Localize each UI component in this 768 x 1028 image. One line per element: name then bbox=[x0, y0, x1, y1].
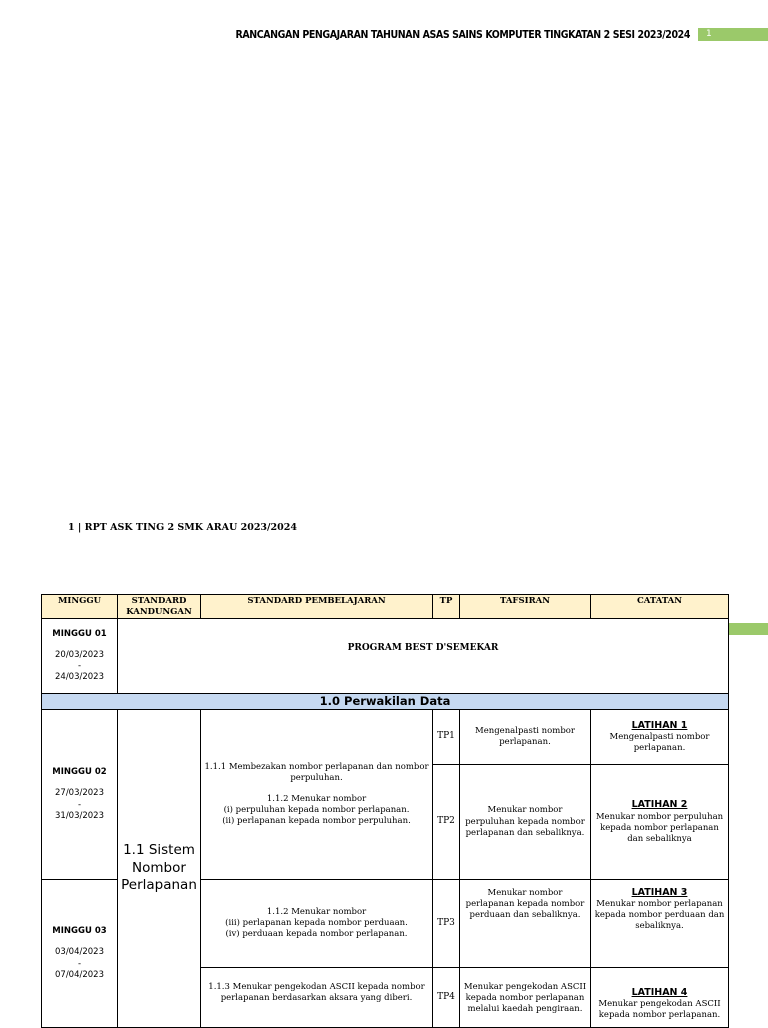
latihan-1-title: LATIHAN 1 bbox=[631, 719, 688, 731]
latihan-3-title: LATIHAN 3 bbox=[631, 887, 688, 899]
sp-1-1-2-iv: (iv) perduaan kepada nombor perlapanan. bbox=[225, 929, 408, 940]
header-page-number: 1 bbox=[698, 28, 768, 41]
week-3-date-separator: - bbox=[77, 958, 82, 969]
col-header-catatan: CATATAN bbox=[591, 595, 729, 619]
table-row-week-1 bbox=[42, 619, 729, 694]
sp-1-1-1: 1.1.1 Membezakan nombor perlapanan dan nombor perpuluhan. bbox=[204, 762, 429, 784]
tafsiran-tp4: Menukar pengekodan ASCII kepada nombor perlapanan melalui kaedah pengiraan. bbox=[460, 968, 591, 1028]
week-2-standard-pembelajaran bbox=[201, 710, 433, 880]
table-header-row bbox=[42, 595, 729, 619]
week-3-cell bbox=[42, 880, 118, 1028]
table-row-tp1 bbox=[42, 710, 729, 765]
latihan-3-text: Menukar nombor perlapanan kepada nombor perduaan dan sebaliknya. bbox=[594, 899, 725, 932]
tafsiran-tp2: Menukar nombor perpuluhan kepada nombor perlapanan dan sebaliknya. bbox=[460, 765, 591, 880]
catatan-tp2 bbox=[591, 765, 729, 880]
week-1-date-separator: - bbox=[77, 661, 82, 672]
catatan-tp3 bbox=[591, 880, 729, 968]
week-2-cell bbox=[42, 710, 118, 880]
col-header-standard-kandungan: STANDARD KANDUNGAN bbox=[118, 595, 201, 619]
sp-1-1-3: 1.1.3 Menukar pengekodan ASCII kepada nombor perlapanan berdasarkan aksara yang diberi. bbox=[201, 968, 433, 1028]
tp3-cell: TP3 bbox=[433, 880, 460, 968]
week-3-end-date: 07/04/2023 bbox=[55, 969, 104, 980]
page-footer: 1 | RPT ASK TING 2 SMK ARAU 2023/2024 bbox=[68, 522, 297, 533]
col-header-standard-pembelajaran: STANDARD PEMBELAJARAN bbox=[201, 595, 433, 619]
catatan-tp4 bbox=[591, 968, 729, 1028]
page-edge-tab bbox=[728, 623, 768, 635]
col-header-tp: TP bbox=[433, 595, 460, 619]
week-2-start-date: 27/03/2023 bbox=[55, 788, 104, 799]
latihan-1-text: Mengenalpasti nombor perlapanan. bbox=[609, 732, 710, 754]
week-1-end-date: 24/03/2023 bbox=[55, 672, 104, 683]
week-3-label: MINGGU 03 bbox=[52, 926, 107, 937]
tp4-cell: TP4 bbox=[433, 968, 460, 1028]
week-2-end-date: 31/03/2023 bbox=[55, 810, 104, 821]
latihan-4-title: LATIHAN 4 bbox=[631, 987, 688, 999]
tp1-cell: TP1 bbox=[433, 710, 460, 765]
sp-1-1-2-ii: (ii) perlapanan kepada nombor perpuluhan. bbox=[222, 815, 411, 826]
week-3-start-date: 03/04/2023 bbox=[55, 947, 104, 958]
week-2-date-separator: - bbox=[77, 799, 82, 810]
program-cell: PROGRAM BEST D'SEMEKAR bbox=[118, 619, 729, 694]
col-header-minggu: MINGGU bbox=[42, 595, 118, 619]
sp-1-1-2-title: 1.1.2 Menukar nombor bbox=[266, 793, 367, 804]
col-header-tafsiran: TAFSIRAN bbox=[460, 595, 591, 619]
tafsiran-tp1: Mengenalpasti nombor perlapanan. bbox=[460, 710, 591, 765]
standard-kandungan-cell: 1.1 Sistem Nombor Perlapanan bbox=[118, 710, 201, 1028]
latihan-2-text: Menukar nombor perpuluhan kepada nombor perlapanan dan sebaliknya bbox=[595, 811, 724, 844]
latihan-2-title: LATIHAN 2 bbox=[631, 799, 688, 811]
sp-1-1-2-i: (i) perpuluhan kepada nombor perlapanan. bbox=[223, 804, 410, 815]
week-2-label: MINGGU 02 bbox=[52, 767, 107, 778]
week-1-start-date: 20/03/2023 bbox=[55, 650, 104, 661]
tafsiran-tp3: Menukar nombor perlapanan kepada nombor perduaan dan sebaliknya. bbox=[460, 880, 591, 968]
rpt-table bbox=[41, 594, 729, 1028]
sp-1-1-2-title-b: 1.1.2 Menukar nombor bbox=[266, 906, 367, 917]
document-header-title: RANCANGAN PENGAJARAN TAHUNAN ASAS SAINS KOMPUTER TINGKATAN 2 SESI 2023/2024 bbox=[235, 29, 690, 41]
sp-1-1-2-iii: (iii) perlapanan kepada nombor perduaan. bbox=[225, 918, 408, 928]
week-3-standard-pembelajaran-a bbox=[201, 880, 433, 968]
section-row bbox=[42, 694, 729, 710]
week-1-label: MINGGU 01 bbox=[52, 629, 107, 639]
latihan-4-text: Menukar pengekodan ASCII kepada nombor perlapanan. bbox=[598, 999, 721, 1021]
section-title: 1.0 Perwakilan Data bbox=[42, 694, 729, 710]
tp2-cell: TP2 bbox=[433, 765, 460, 880]
week-1-cell bbox=[42, 619, 118, 694]
catatan-tp1 bbox=[591, 710, 729, 765]
